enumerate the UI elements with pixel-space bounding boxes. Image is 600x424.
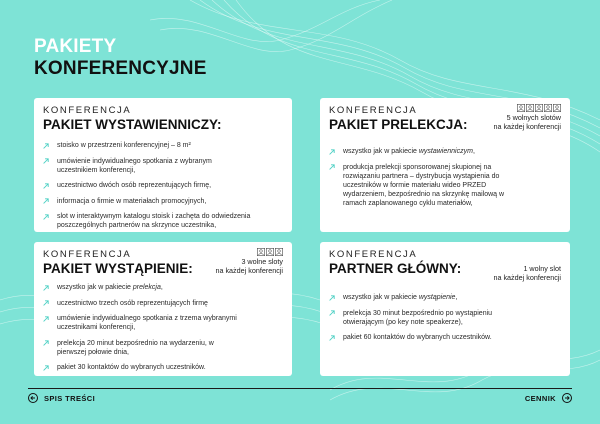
list-item-text: prelekcja 20 minut bezpośrednio na wydarzeniu, w pierwszej połowie dnia,	[57, 339, 214, 356]
person-slot-icon	[266, 248, 274, 256]
benefit-list	[329, 147, 561, 208]
person-slot-icon	[526, 104, 534, 112]
list-item	[329, 293, 561, 302]
card-kicker: KONFERENCJA	[329, 105, 418, 116]
card-kicker: KONFERENCJA	[43, 249, 132, 260]
next-link-label: CENNIK	[524, 393, 556, 403]
pricing-link[interactable]	[525, 393, 572, 403]
list-item	[43, 197, 283, 206]
list-item	[43, 157, 283, 175]
list-item-text: umówienie indywidualnego spotkania z wybranym uczestnikiem konferencji,	[57, 157, 212, 174]
list-item-text: pakiet 60 kontaktów do wybranych uczestników.	[343, 334, 492, 341]
package-card-wystapienie	[34, 242, 292, 376]
card-kicker: KONFERENCJA	[329, 249, 418, 260]
list-item	[43, 299, 283, 308]
arrow-bullet-icon	[43, 314, 57, 323]
arrow-bullet-icon	[43, 212, 57, 221]
person-slot-icon	[257, 248, 265, 256]
list-item	[43, 314, 283, 332]
list-item-text: prelekcja 30 minut bezpośrednio po wystąpieniu otwierającym (po key note speakerze),	[343, 309, 493, 326]
list-item	[43, 283, 283, 292]
page-title	[34, 36, 207, 80]
list-item-text: stoisko w przestrzeni konferencyjnej – 8 m²	[57, 142, 191, 149]
list-item	[329, 147, 561, 156]
list-item-text: pakiet 30 kontaktów do wybranych uczestników.	[57, 364, 206, 371]
card-kicker: KONFERENCJA	[43, 105, 132, 116]
benefit-list	[329, 293, 561, 342]
slots-info	[215, 248, 283, 275]
package-card-partner-glowny	[320, 242, 570, 376]
slots-line1: 1 wolny slot	[523, 264, 561, 273]
card-title: PARTNER GŁÓWNY:	[329, 261, 462, 276]
arrow-bullet-icon	[43, 283, 57, 292]
list-item-text: informacja o firmie w materiałach promocyjnych,	[57, 197, 207, 205]
list-item-text: slot w interaktywnym katalogu stoisk i zachęta do odwiedzenia poszczególnych partnerów na skrzynce uczestnika,	[57, 213, 251, 229]
list-item-text: wszystko jak w pakiecie prelekcja,	[57, 284, 163, 291]
person-slot-icon	[544, 104, 552, 112]
person-slot-icon	[517, 104, 525, 112]
arrow-bullet-icon	[329, 163, 343, 172]
list-item	[43, 339, 283, 357]
card-title: PAKIET WYSTĄPIENIE:	[43, 261, 193, 276]
list-item-text: uczestnictwo trzech osób reprezentujących firmę	[57, 299, 208, 307]
slot-person-icons	[215, 248, 283, 256]
list-item-text: wszystko jak w pakiecie wystąpienie,	[343, 294, 458, 301]
benefit-list	[43, 283, 283, 372]
list-item	[43, 212, 283, 230]
arrow-bullet-icon	[43, 363, 57, 372]
slots-line1: 5 wolnych slotów	[506, 113, 561, 122]
list-item-text: umówienie indywidualnego spotkania z trzema wybranymi uczestnikami konferencji,	[57, 315, 237, 331]
person-slot-icon	[535, 104, 543, 112]
arrow-bullet-icon	[43, 157, 57, 166]
arrow-bullet-icon	[43, 299, 57, 308]
person-slot-icon	[553, 104, 561, 112]
arrow-bullet-icon	[329, 333, 343, 342]
list-item	[43, 363, 283, 372]
slots-line2: na każdej konferencji	[493, 122, 561, 131]
slots-info	[493, 264, 561, 282]
list-item	[329, 309, 561, 327]
list-item-text: wszystko jak w pakiecie wystawienniczym,	[343, 148, 475, 155]
list-item	[329, 333, 561, 342]
back-link-label: SPIS TREŚCI	[44, 393, 96, 403]
arrow-bullet-icon	[329, 147, 343, 156]
slots-line1: 3 wolne sloty	[241, 257, 283, 266]
list-item-text: produkcja prelekcji sponsorowanej skupionej na rozwiązaniu partnera – dystrybucja wystąpienia do uczestników w formie materiału wideo PRZED wydarzeniem, bezpośrednio na skrzynkę mailową w ramach zaplanowanego cyklu materiałów,	[343, 163, 505, 207]
card-title: PAKIET PRELEKCJA:	[329, 117, 468, 132]
arrow-bullet-icon	[329, 309, 343, 318]
arrow-bullet-icon	[329, 293, 343, 302]
benefit-list	[43, 141, 283, 230]
slots-line2: na każdej konferencji	[493, 273, 561, 282]
list-item	[43, 141, 283, 150]
list-item	[43, 181, 283, 190]
list-item-text: uczestnictwo dwóch osób reprezentujących firmę,	[57, 182, 212, 189]
arrow-right-icon	[562, 393, 572, 403]
arrow-bullet-icon	[43, 197, 57, 206]
slots-info	[493, 104, 561, 131]
arrow-bullet-icon	[43, 339, 57, 348]
arrow-bullet-icon	[43, 181, 57, 190]
list-item	[329, 163, 561, 208]
card-title: PAKIET WYSTAWIENNICZY:	[43, 117, 222, 132]
page-title-line1: PAKIETY	[34, 36, 117, 57]
footer-divider	[28, 388, 572, 389]
arrow-bullet-icon	[43, 141, 57, 150]
slots-line2: na każdej konferencji	[215, 266, 283, 275]
slot-person-icons	[493, 104, 561, 112]
package-card-prelekcja	[320, 98, 570, 232]
arrow-left-icon	[28, 393, 38, 403]
back-to-contents-link[interactable]	[28, 393, 95, 403]
page-title-line2: KONFERENCYJNE	[34, 58, 207, 79]
person-slot-icon	[275, 248, 283, 256]
package-card-wystawienniczy	[34, 98, 292, 232]
